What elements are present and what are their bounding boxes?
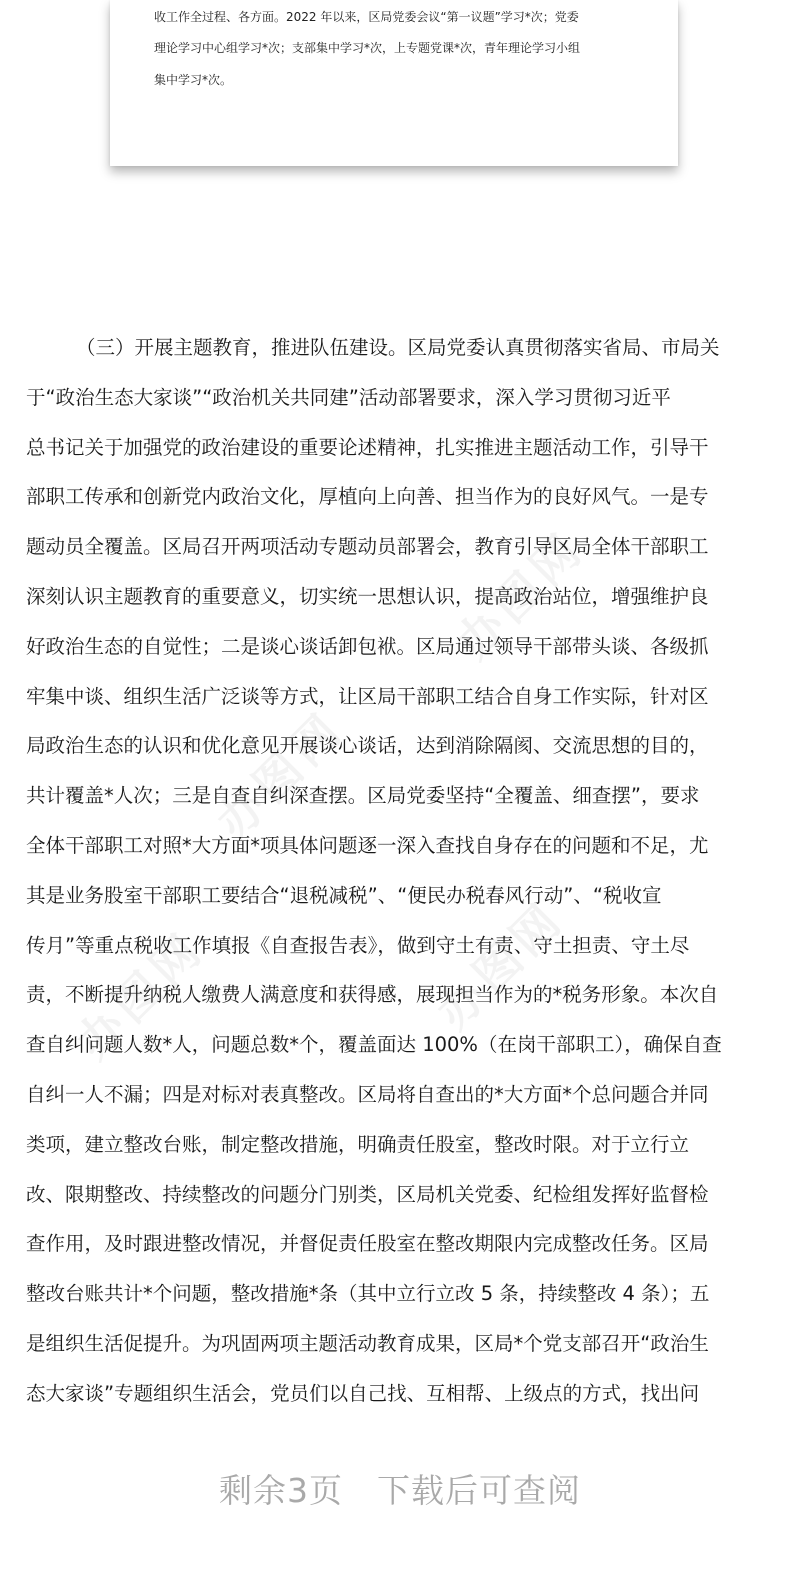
body-line: 深刻认识主题教育的重要意义，切实统一思想认识，提高政治站位，增强维护良 [26,584,709,608]
body-line: 传月”等重点税收工作填报《自查报告表》，做到守土有责、守土担责、守土尽 [26,933,690,957]
body-line: （三）开展主题教育，推进队伍建设。区局党委认真贯彻落实省局、市局关 [76,336,720,359]
body-line: 于“政治生态大家谈”“政治机关共同建”活动部署要求，深入学习贯彻习近平 [26,385,671,409]
body-line: 类项，建立整改台账，制定整改措施，明确责任股室，整改时限。对于立行立 [26,1132,690,1156]
body-line: 总书记关于加强党的政治建设的重要论述精神，扎实推进主题活动工作，引导干 [26,435,709,459]
remaining-pages-text: 剩余3页 [219,1471,343,1510]
body-line: 牢集中谈、组织生活广泛谈等方式，让区局干部职工结合自身工作实际，针对区 [26,684,709,708]
watermark: 办图网 [65,920,215,1070]
body-line: 整改台账共计*个问题，整改措施*条（其中立行立改 5 条，持续整改 4 条）；五 [26,1282,710,1306]
body-line: 共计覆盖*人次；三是自查自纠深查摆。区局党委坚持“全覆盖、细查摆”，要求 [26,784,700,808]
body-line: 全体干部职工对照*大方面*项具体问题逐一深入查找自身存在的问题和不足，尤 [26,833,709,857]
document-body [26,323,786,1419]
body-line: 查自纠问题人数*人，问题总数*个，覆盖面达 100%（在岗干部职工），确保自查 [26,1033,722,1057]
preview-line: 集中学习*次。 [154,73,233,87]
body-line: 局政治生态的认识和优化意见开展谈心谈话，达到消除隔阂、交流思想的目的， [26,734,709,758]
watermark: 办图网 [205,700,355,850]
previous-page-preview [110,0,678,166]
body-line: 责，不断提升纳税人缴费人满意度和获得感，展现担当作为的*税务形象。本次自 [26,983,719,1007]
body-line: 查作用，及时跟进整改情况，并督促责任股室在整改期限内完成整改任务。区局 [26,1232,709,1256]
watermark: 办图网 [425,890,575,1040]
body-line: 是组织生活促提升。为巩固两项主题活动教育成果，区局*个党支部召开“政治生 [26,1331,709,1355]
body-line: 改、限期整改、持续整改的问题分门别类，区局机关党委、纪检组发挥好监督检 [26,1182,709,1206]
body-line: 好政治生态的自觉性；二是谈心谈话卸包袱。区局通过领导干部带头谈、各级抓 [26,634,709,658]
download-prompt-text: 下载后可查阅 [377,1471,581,1510]
body-line: 部职工传承和创新党内政治文化，厚植向上向善、担当作为的良好风气。一是专 [26,485,709,509]
body-line: 自纠一人不漏；四是对标对表真整改。区局将自查出的*大方面*个总问题合并同 [26,1082,709,1106]
body-line: 态大家谈”专题组织生活会，党员们以自己找、互相帮、上级点的方式，找出问 [26,1381,700,1405]
preview-line: 收工作全过程、各方面。2022 年以来，区局党委会议“第一议题”学习*次；党委 [154,10,579,24]
preview-line: 理论学习中心组学习*次；支部集中学习*次，上专题党课*次，青年理论学习小组 [154,41,581,55]
body-line: 题动员全覆盖。区局召开两项活动专题动员部署会，教育引导区局全体干部职工 [26,535,709,559]
body-line: 其是业务股室干部职工要结合“退税减税”、“便民办税春风行动”、“税收宣 [26,883,662,907]
watermark: 办图网 [445,520,595,670]
download-to-read-banner[interactable] [0,1466,800,1516]
